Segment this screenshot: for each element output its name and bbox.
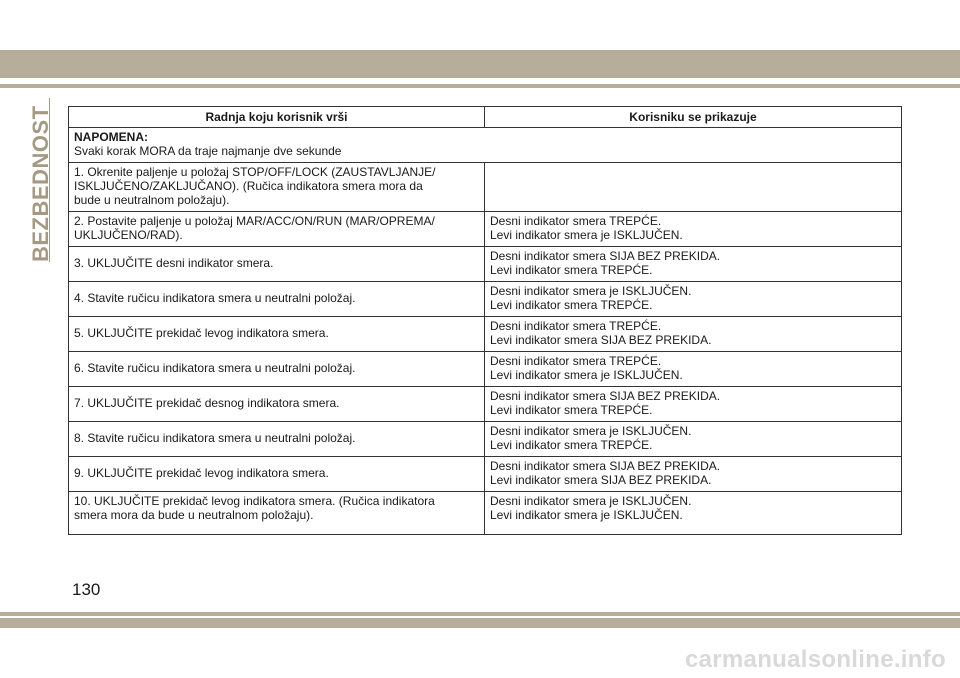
action-line: 2. Postavite paljenje u položaj MAR/ACC/ON/RUN (MAR/OPREMA/ <box>74 214 435 228</box>
action-line: smera mora da bude u neutralnom položaju). <box>74 508 314 522</box>
display-line: Desni indikator smera SIJA BEZ PREKIDA. <box>490 249 721 263</box>
action-line: 3. UKLJUČITE desni indikator smera. <box>74 256 274 270</box>
note-row <box>69 128 902 163</box>
table-row <box>69 492 902 535</box>
table-row <box>69 422 902 457</box>
header-user-display: Korisniku se prikazuje <box>485 107 902 128</box>
action-cell <box>69 282 485 317</box>
display-line: Levi indikator smera TREPĆE. <box>490 263 653 277</box>
action-cell <box>69 352 485 387</box>
display-line: Desni indikator smera SIJA BEZ PREKIDA. <box>490 459 721 473</box>
action-cell <box>69 163 485 212</box>
action-line: 5. UKLJUČITE prekidač levog indikatora smera. <box>74 326 329 340</box>
action-line: UKLJUČENO/RAD). <box>74 228 183 242</box>
table-header-row <box>69 107 902 128</box>
display-line: Levi indikator smera TREPĆE. <box>490 403 653 417</box>
page-number: 130 <box>72 580 101 599</box>
bottom-decorative-line <box>0 612 960 616</box>
display-line: Levi indikator smera je ISKLJUČEN. <box>490 508 683 522</box>
display-line: Levi indikator smera je ISKLJUČEN. <box>490 368 683 382</box>
action-line: bude u neutralnom položaju). <box>74 193 230 207</box>
display-line: Desni indikator smera je ISKLJUČEN. <box>490 424 692 438</box>
display-line: Levi indikator smera TREPĆE. <box>490 438 653 452</box>
action-line: 4. Stavite ručicu indikatora smera u neutralni položaj. <box>74 291 356 305</box>
display-line: Levi indikator smera SIJA BEZ PREKIDA. <box>490 333 712 347</box>
note-title: NAPOMENA: <box>74 130 148 144</box>
table-row <box>69 317 902 352</box>
display-cell <box>485 387 902 422</box>
action-cell <box>69 492 485 535</box>
table-row <box>69 163 902 212</box>
action-cell <box>69 317 485 352</box>
display-cell <box>485 352 902 387</box>
bottom-decorative-band <box>0 618 960 628</box>
display-line: Levi indikator smera TREPĆE. <box>490 298 653 312</box>
display-line: Desni indikator smera je ISKLJUČEN. <box>490 284 692 298</box>
note-cell <box>69 128 902 163</box>
action-line: 7. UKLJUČITE prekidač desnog indikatora smera. <box>74 396 340 410</box>
display-line: Levi indikator smera je ISKLJUČEN. <box>490 228 683 242</box>
display-line: Levi indikator smera SIJA BEZ PREKIDA. <box>490 473 712 487</box>
display-cell <box>485 457 902 492</box>
display-cell <box>485 282 902 317</box>
table-row <box>69 457 902 492</box>
note-text: Svaki korak MORA da traje najmanje dve sekunde <box>74 144 342 158</box>
table-row <box>69 352 902 387</box>
action-line: 9. UKLJUČITE prekidač levog indikatora smera. <box>74 466 329 480</box>
action-line: 6. Stavite ručicu indikatora smera u neutralni položaj. <box>74 361 356 375</box>
display-cell <box>485 317 902 352</box>
action-cell <box>69 212 485 247</box>
action-cell <box>69 387 485 422</box>
display-line: Desni indikator smera je ISKLJUČEN. <box>490 494 692 508</box>
top-decorative-line <box>0 84 960 88</box>
table-row <box>69 212 902 247</box>
action-line: 10. UKLJUČITE prekidač levog indikatora smera. (Ručica indikatora <box>74 494 435 508</box>
display-cell <box>485 163 902 212</box>
display-line: Desni indikator smera TREPĆE. <box>490 319 662 333</box>
table-row <box>69 247 902 282</box>
top-decorative-band <box>0 50 960 78</box>
display-cell <box>485 212 902 247</box>
header-user-action: Radnja koju korisnik vrši <box>69 107 485 128</box>
watermark-text: carmanualsonline.info <box>684 646 946 673</box>
action-cell <box>69 247 485 282</box>
display-line: Desni indikator smera TREPĆE. <box>490 214 662 228</box>
display-cell <box>485 247 902 282</box>
action-cell <box>69 457 485 492</box>
table-row <box>69 282 902 317</box>
indicator-test-table <box>68 106 902 535</box>
display-line: Desni indikator smera SIJA BEZ PREKIDA. <box>490 389 721 403</box>
display-cell <box>485 422 902 457</box>
table-row <box>69 387 902 422</box>
action-line: 1. Okrenite paljenje u položaj STOP/OFF/LOCK (ZAUSTAVLJANJE/ <box>74 165 436 179</box>
display-line: Desni indikator smera TREPĆE. <box>490 354 662 368</box>
action-line: 8. Stavite ručicu indikatora smera u neutralni položaj. <box>74 431 356 445</box>
section-title-vertical: BEZBEDNOST <box>28 105 53 262</box>
display-cell <box>485 492 902 535</box>
action-line: ISKLJUČENO/ZAKLJUČANO). (Ručica indikatora smera mora da <box>74 179 423 193</box>
action-cell <box>69 422 485 457</box>
